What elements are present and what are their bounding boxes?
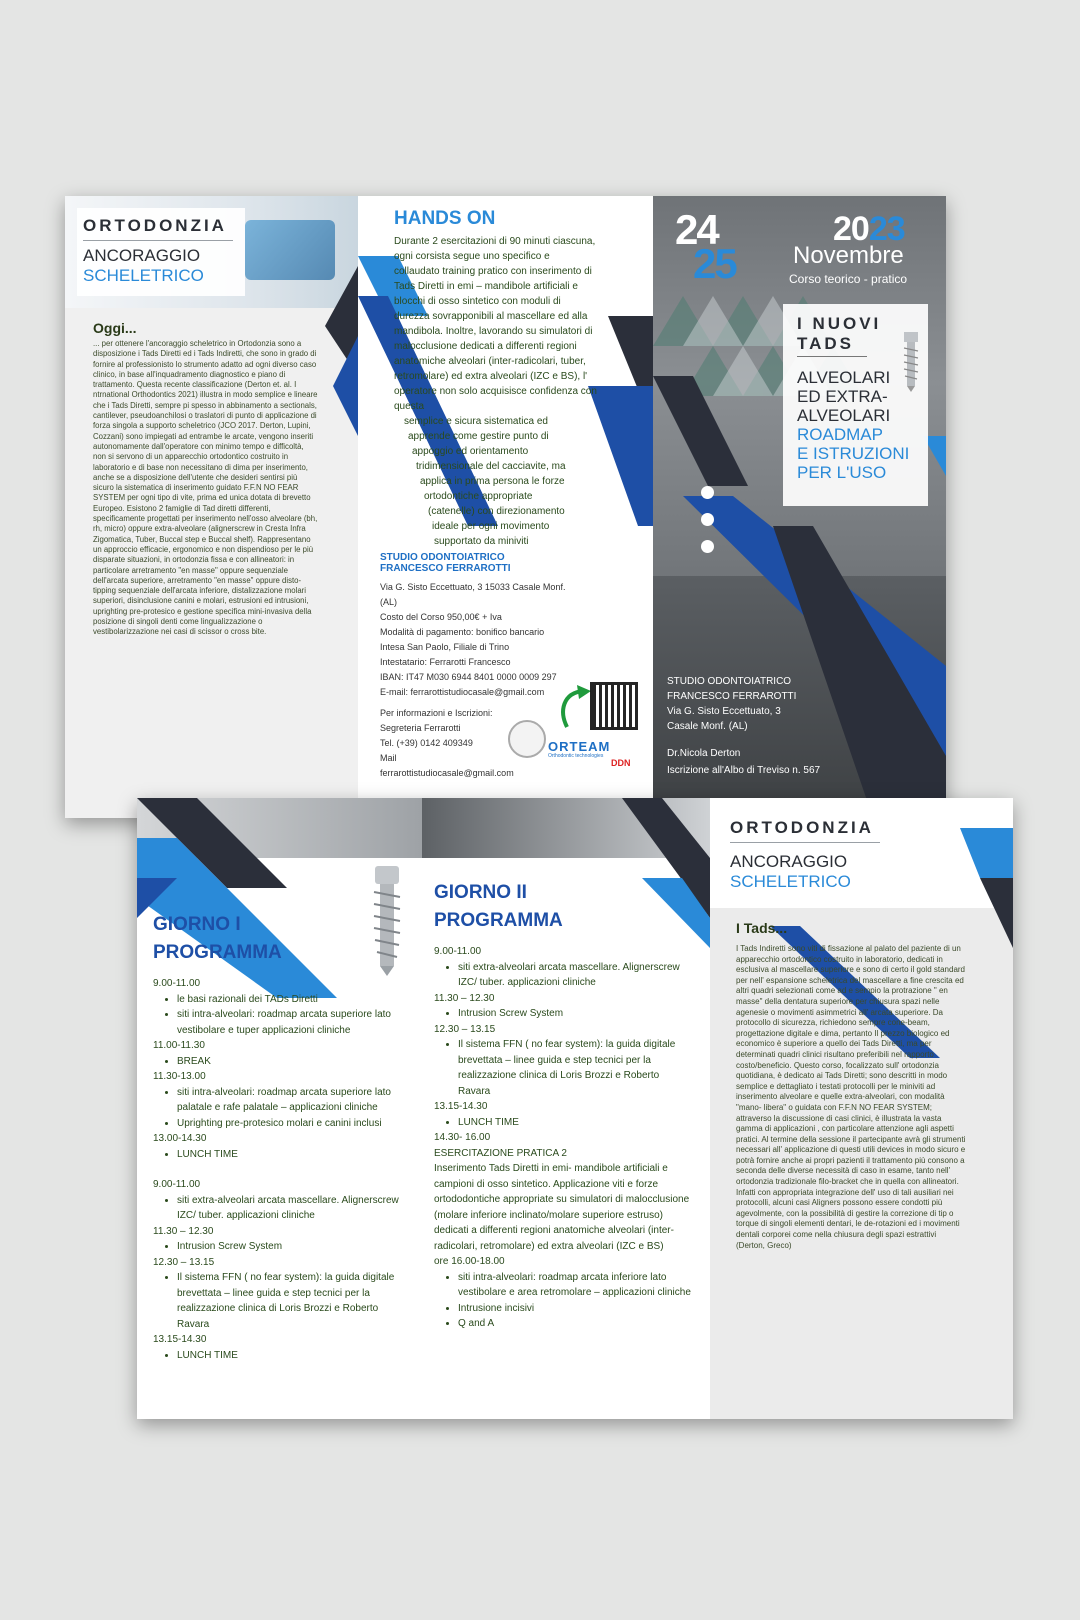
panel-tads — [710, 798, 1013, 1419]
schedule-item: • siti extra-alveolari arcata mascellare. Alignerscrew IZC/ tuber. applicazioni cliniche — [177, 1193, 408, 1224]
left-decor-shapes — [305, 246, 358, 436]
tads-heading: I Tads... — [736, 920, 788, 936]
course-info-line: Intesa San Paolo, Filiale di Trino — [380, 642, 510, 652]
cover-title-2: TADS — [797, 334, 855, 353]
schedule-bullets — [434, 1037, 694, 1099]
day1-heading-1: GIORNO I — [153, 914, 241, 935]
cover-subtitle-line: ALVEOLARI — [797, 406, 891, 425]
hands-on-line: supportato da miniviti — [434, 536, 529, 547]
schedule-bullets — [434, 960, 694, 991]
day2-heading-1: GIORNO II — [434, 882, 527, 903]
schedule-bullets — [153, 1270, 408, 1332]
doctor-name: Dr.Nicola Derton — [667, 748, 741, 759]
brand-title-2: ORTODONZIA — [730, 818, 874, 837]
hands-on-line: ogni corsista segue uno specifico e — [394, 251, 550, 262]
date-day-2: 25 — [693, 240, 736, 287]
hands-on-line: ideale per ogni movimento — [432, 521, 550, 532]
ddn-logo: DDN — [611, 758, 631, 768]
schedule-time: 13.00-14.30 — [153, 1133, 207, 1144]
hands-on-line: Durante 2 esercitazioni di 90 minuti ciascuna, — [394, 236, 596, 247]
course-info-line: Costo del Corso 950,00€ + Iva — [380, 612, 502, 622]
schedule-item: • Intrusion Screw System — [177, 1239, 408, 1255]
contact-line: Mail — [380, 753, 397, 763]
screw-icon — [901, 332, 921, 392]
hands-on-heading: HANDS ON — [394, 208, 496, 229]
schedule-item: • siti intra-alveolari: roadmap arcata superiore lato vestibolare e tuper applicazioni cliniche — [177, 1007, 408, 1038]
schedule-bullets — [153, 1239, 408, 1255]
schedule-time: 9.00-11.00 — [434, 946, 482, 957]
hands-on-line: ortodontiche appropriate — [424, 491, 533, 502]
panel-day1 — [137, 798, 422, 1419]
hands-on-line: anatomiche alveolari (inter-radicolari, tuber, — [394, 356, 586, 367]
hands-on-line: operatore non solo acquisisce confidenza con — [394, 386, 597, 397]
studio-title-2: FRANCESCO FERRAROTTI — [380, 563, 511, 574]
schedule-bullets — [434, 1270, 694, 1332]
hands-on-line: retromolare) ed extra alveolari (IZC e BS), l' — [394, 371, 588, 382]
studio-title-1: STUDIO ODONTOIATRICO — [380, 552, 505, 563]
course-info-line: (AL) — [380, 597, 398, 607]
schedule-item: • LUNCH TIME — [177, 1348, 408, 1364]
hands-on-line: mandibola. Inoltre, lavorando su simulatori di — [394, 326, 593, 337]
schedule-time: Inserimento Tads Diretti in emi- mandibole artificiali e campioni di osso sintetico. Applicazione viti e forze ortododontiche appropriate su simulatori di malocclusione (molare inferiore inclinato/molare superiore estruso) dedicati a differenti regioni anatomiche alveolari (inter-radicolari, retromolare) ed extra alveolari (IZC e BS) — [434, 1163, 690, 1252]
schedule-item: • Q and A — [458, 1316, 694, 1332]
schedule-item: • Intrusione incisivi — [458, 1301, 694, 1317]
schedule-bullets — [153, 1085, 408, 1132]
schedule-item: • siti intra-alveolari: roadmap arcata superiore lato palatale e rafe palatale – applicazioni cliniche — [177, 1085, 408, 1116]
day2-heading-2: PROGRAMMA — [434, 910, 563, 931]
schedule-time: 9.00-11.00 — [153, 978, 201, 989]
contact-line: ferrarottistudiocasale@gmail.com — [380, 768, 514, 778]
orteam-logo-sub: Orthodontic technologies — [548, 753, 604, 759]
schedule-time: 11.00-11.30 — [153, 1040, 205, 1051]
schedule-item: • siti extra-alveolari arcata mascellare. Alignerscrew IZC/ tuber. applicazioni cliniche — [458, 960, 694, 991]
seal-logo — [508, 720, 546, 758]
hands-on-line: appoggio ed orientamento — [412, 446, 529, 457]
hands-on-line: (catenelle) con direzionamento — [428, 506, 565, 517]
hands-on-line: semplice e sicura sistematica ed — [404, 416, 548, 427]
brand-subtitle-3: ANCORAGGIO — [730, 852, 848, 871]
cover-footer — [667, 674, 796, 734]
cover-footer-line: Casale Monf. (AL) — [667, 721, 748, 732]
hands-on-line: durezza sovrapponibili al mascellare ed alla — [394, 311, 588, 322]
day2-schedule — [434, 944, 694, 1332]
schedule-time: 9.00-11.00 — [153, 1179, 201, 1190]
course-type: Corso teorico - pratico — [789, 272, 908, 286]
course-info-line: Via G. Sisto Eccettuato, 3 15033 Casale Monf. — [380, 582, 566, 592]
doctor-registration: Iscrizione all'Albo di Treviso n. 567 — [667, 765, 821, 776]
orteam-logo: ORTEAM — [548, 739, 611, 754]
schedule-time: 13.15-14.30 — [153, 1334, 207, 1345]
section-body: ... per ottenere l'ancoraggio scheletrico in Ortodonzia sono a disposizione i Tads Diretti ed i Tads Indiretti, che sono in grado di fornire al professionisto lo strumento adatto ad ogni diverso caso clinico, in base all'inquadramento diagnostico e piano di trattamento. Questa recente classificazione (Derton et. al. I ntrnational Orthodontics 2021) illustra in modo semplice e lineare che i Tads Diretti, sempre pi spesso in abbinamento a sectionals, cantilever, pseudoanchilosi o traslatori di punto di applicazione di forza singola a supporto scheletrico (JCO 2017. Derton, Lupini, Cozzani) sono impiegati ad entrambe le arcate, vengono inseriti autonomamente dall'operatore con minimo tempo e difficoltà, non si servono di un apparecchio ortodontico costruito in laboratorio e di base non necessitano di dima per inserimento, anche se a disposizione dell'utente che desideri sentirsi più sicuro la sistematica di inserimento guidato F.F.N NO FEAR SYSTEM per ogni tipo di vite, prima ed unica dotata di brevetto Europeo. Esistono 2 famiglie di Tad diretti differenti, specificamente progettati per inserimento nell'osso alveolare (bh, rh, micro) oppure extra-alveolare (alignerscrew in Cresta Infra Zigomatica, Tuber, Buccal step e Buccal shelf). Rappresentano un approccio efficacie, ergonomico e non dispendioso per le più disparate situazioni, in ortodonzia fissa e con allineatori: in particolare arretramento "en masse" oppure sequenziale dell'arcata superiore, arretramento "en masse" oppure disto-tipping sequenziale dell'arcata inferiore, distalizzazione molari superiori, disinclusione canini e molari, estrusioni ed intrusioni, uprighting pre-protesico e gestione specifica mini-invasiva della posizione di singoli denti come lingualizzazione o vestibolarizzazione nei casi di scissor o cross bite. — [93, 339, 318, 637]
panel-day2 — [422, 798, 710, 1419]
cover-subtitle-line: ALVEOLARI — [797, 368, 891, 387]
cover-title-1: I NUOVI — [797, 314, 882, 333]
date-year-a: 20 — [833, 210, 869, 248]
schedule-item: • Il sistema FFN ( no fear system): la guida digitale brevettata – linee guida e step tecnici per la realizzazione clinica di Loris Brozzi e Roberto Ravara — [177, 1270, 408, 1332]
schedule-time: 14.30- 16.00 — [434, 1132, 491, 1143]
schedule-item: • Il sistema FFN ( no fear system): la guida digitale brevettata – linee guida e step tecnici per la realizzazione clinica di Loris Brozzi e Roberto Ravara — [458, 1037, 694, 1099]
cover-title-divider — [797, 356, 867, 357]
schedule-item: • Intrusion Screw System — [458, 1006, 694, 1022]
section-heading: Oggi... — [93, 320, 137, 336]
schedule-time: 11.30 – 12.30 — [153, 1225, 214, 1237]
screw-image — [369, 866, 405, 976]
hands-on-line: malocclusione dedicati a differenti regioni — [394, 341, 577, 352]
cover-subtitle-line: ROADMAP — [797, 425, 883, 444]
date-year-b: 23 — [868, 210, 905, 248]
hands-on-line: apprende come gestire punto di — [408, 431, 549, 442]
cover-subtitle-line: ED EXTRA- — [797, 387, 888, 406]
schedule-time: 11.30 – 12.30 — [434, 992, 495, 1004]
brand-subtitle-4: SCHELETRICO — [730, 872, 851, 891]
brand-subtitle-2: SCHELETRICO — [83, 266, 204, 285]
hands-on-line: blocchi di osso sintetico con moduli di — [394, 296, 561, 307]
brochure-outer-side — [65, 196, 946, 818]
schedule-time: ESERCITAZIONE PRATICA 2 — [434, 1147, 567, 1159]
cover-footer-line: Via G. Sisto Eccettuato, 3 — [667, 706, 781, 717]
cover-subtitle-blue — [797, 425, 909, 482]
hands-on-line: applica in prima persona le forze — [420, 476, 565, 487]
hands-on-line: tridimensionale del cacciavite, ma — [416, 461, 566, 472]
schedule-item: • LUNCH TIME — [177, 1147, 408, 1163]
schedule-bullets — [434, 1006, 694, 1022]
brand-divider — [83, 240, 233, 241]
contact-line: Tel. (+39) 0142 409349 — [380, 738, 473, 748]
brand-title: ORTODONZIA — [83, 216, 227, 235]
cover-subtitle-dark — [797, 368, 890, 425]
arrow-icon — [553, 683, 593, 731]
panel-left — [65, 196, 358, 818]
brochure-inner-side — [137, 798, 1013, 1419]
contact-line: Segreteria Ferrarotti — [380, 723, 461, 733]
hands-on-body — [394, 234, 634, 549]
date-month: Novembre — [793, 242, 904, 269]
day1-schedule — [153, 976, 408, 1363]
schedule-time: 12.30 – 13.15 — [434, 1023, 496, 1035]
schedule-bullets — [434, 1115, 694, 1131]
schedule-item: • siti intra-alveolari: roadmap arcata inferiore lato vestibolare e area retromolare – applicazioni cliniche — [458, 1270, 694, 1301]
schedule-item: • Uprighting pre-protesico molari e canini inclusi — [177, 1116, 408, 1132]
cover-footer-line: STUDIO ODONTOIATRICO — [667, 676, 792, 687]
schedule-item: • le basi razionali dei TADs Diretti — [177, 992, 408, 1008]
location-icon — [701, 486, 714, 499]
schedule-bullets — [153, 1147, 408, 1163]
schedule-bullets — [153, 992, 408, 1039]
schedule-bullets — [153, 1054, 408, 1070]
contact-line: Per informazioni e Iscrizioni: — [380, 708, 493, 718]
tads-body: I Tads Indiretti sono viti di fissazione al palato del paziente di un apparecchio ortodontico costruito in laboratorio, dedicati in esclusiva al mascellare superiore e sono di certo il gold standard per nell' espansione scheletrica del mascellare a fine crescita ed altri quadri selezionati come ad e sempio la protrazione " en masse" della dentatura superiore per chiusura spazi nelle agenesie o movimenti asimmetrici all' arcata superiore. Da protocollo di sicurezza, richiedono sempre cone-beam, progettazione digitale e dima, pertanto Il prezzo biologico ed economico è superiore a quello dei Tads Diretti, ma per determinati quadri clinici risultano preferibili nel rapporto costo/beneficio. Questo corso, focalizzato sull' ortodonzia quotidiana, è dedicato ai Tads Diretti; sono descritti in modo semplice e dettagliato i testati protocolli per le miniviti ad inserimento alveolare e quelle extra-alveolari, con modalità "mano- libera" o guidata con F.F.N NO FEAR SYSTEM; attraverso la discussione di casi clinici, è illustrata la vasta gamma di applicazioni , con particolare attenzione agli aspetti pratici. Al termine della sessione il partecipante avrà gli strumenti necessari all' applicazione di questi utili devices in modo sicuro e potrà fornire anche ai propri pazienti il trattamento più consono a seconda delle diverse necessità di caso in esame, tanto nell' ortodonzia tradizionale filo-bracket che in quella con allineatori. Infatti con appropriata integrazione dell' uso di tali ausiliari nei protocolli, alcuni casi Aligners possono essere condotti più agevolmente, con la possibilità di gestire la correzione di tip o torque di singoli elementi dentari, le de-rotazioni ed i movimenti dentali corporei come nella chiusura degli spazi estrattivi (Derton, Greco) — [736, 944, 966, 1250]
hands-on-line: questa — [394, 401, 425, 412]
icon-column — [701, 486, 714, 553]
course-info-line: IBAN: IT47 M030 6944 8401 0000 0009 297 — [380, 672, 557, 682]
qr-code[interactable] — [590, 682, 638, 730]
schedule-item: • LUNCH TIME — [458, 1115, 694, 1131]
schedule-bullets — [153, 1193, 408, 1224]
schedule-time: ore 16.00-18.00 — [434, 1256, 505, 1267]
schedule-bullets — [153, 1348, 408, 1364]
schedule-gap — [153, 1162, 408, 1177]
hands-on-line: collaudato training pratico con inserimento di — [394, 266, 592, 277]
course-info-line: Modalità di pagamento: bonifico bancario — [380, 627, 545, 637]
schedule-time: 12.30 – 13.15 — [153, 1256, 215, 1268]
chart-icon — [701, 540, 714, 553]
schedule-time: 13.15-14.30 — [434, 1101, 488, 1112]
people-icon — [701, 513, 714, 526]
panel-middle — [358, 196, 653, 818]
schedule-time: 11.30-13.00 — [153, 1071, 206, 1082]
cover-subtitle-line: PER L'USO — [797, 463, 887, 482]
course-info-line: Intestatario: Ferrarotti Francesco — [380, 657, 511, 667]
hands-on-line: Tads Diretti in emi – mandibole artificiali e — [394, 281, 578, 292]
date-day-1: 24 — [675, 206, 718, 253]
schedule-item: • BREAK — [177, 1054, 408, 1070]
course-info-line: E-mail: ferrarottistudiocasale@gmail.com — [380, 687, 545, 697]
panel-cover — [653, 196, 946, 818]
day1-heading-2: PROGRAMMA — [153, 942, 282, 963]
cover-footer-line: FRANCESCO FERRAROTTI — [667, 691, 797, 702]
cover-subtitle-line: E ISTRUZIONI — [797, 444, 910, 463]
brand-subtitle-1: ANCORAGGIO — [83, 246, 201, 265]
